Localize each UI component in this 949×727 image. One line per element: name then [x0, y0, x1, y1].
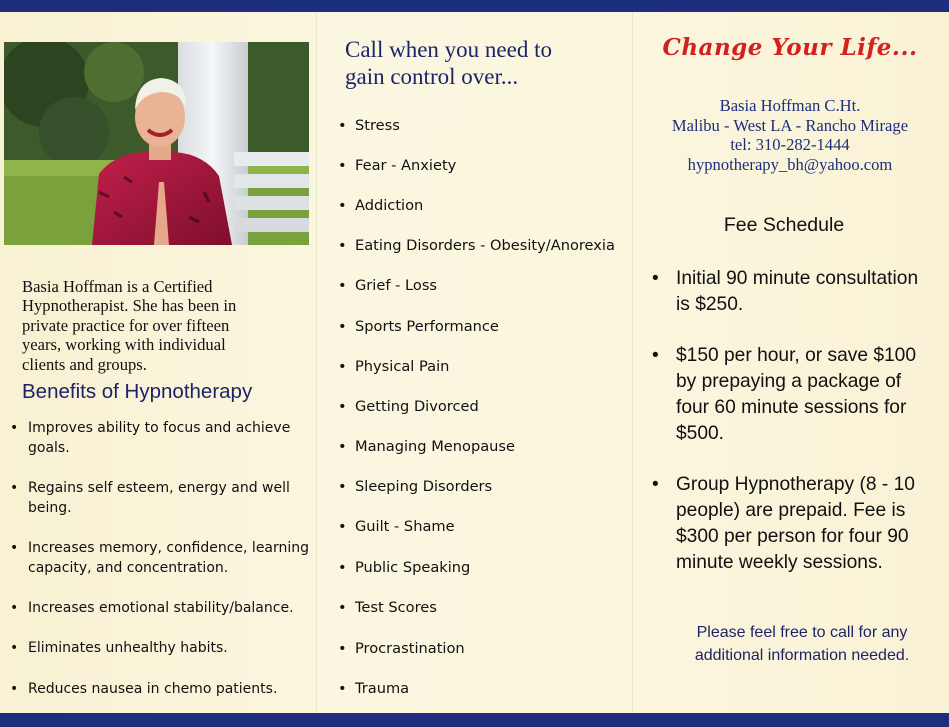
list-item: • Procrastination: [338, 640, 465, 657]
bullet-icon: •: [10, 600, 19, 616]
bullet-icon: •: [338, 599, 347, 616]
list-item: • Improves ability to focus and achieve goals.: [10, 420, 291, 456]
contact-phone: tel: 310-282-1444: [730, 135, 850, 154]
portrait-photo: [4, 42, 309, 245]
bullet-icon: •: [338, 518, 347, 535]
bullet-icon: •: [652, 474, 659, 495]
contact-name: Basia Hoffman C.Ht.: [719, 96, 861, 115]
list-item: • Trauma: [338, 680, 410, 697]
list-item: • Managing Menopause: [338, 438, 515, 455]
list-item: • Addiction: [338, 197, 424, 214]
list-item: • $150 per hour, or save $100 by prepaying a package of four 60 minute sessions for $500.: [652, 345, 917, 444]
bullet-icon: •: [652, 345, 659, 366]
list-item: • Physical Pain: [338, 358, 450, 375]
contact-block: [640, 96, 940, 174]
call-heading: Call when you need to gain control over...: [345, 37, 552, 89]
bullet-icon: •: [338, 277, 347, 294]
list-item: • Stress: [338, 117, 400, 134]
list-item: • Regains self esteem, energy and well being.: [10, 480, 290, 516]
bullet-icon: •: [10, 681, 19, 697]
bullet-icon: •: [10, 640, 19, 656]
bullet-icon: •: [338, 680, 347, 697]
panel-fold-left: [316, 12, 317, 713]
contact-email: hypnotherapy_bh@yahoo.com: [687, 154, 893, 174]
list-item: • Increases memory, confidence, learning capacity, and concentration.: [10, 540, 310, 576]
list-item: • Initial 90 minute consultation is $250.: [652, 268, 919, 315]
list-item: • Public Speaking: [338, 559, 471, 576]
bullet-icon: •: [338, 117, 347, 134]
list-item: • Eliminates unhealthy habits.: [10, 640, 228, 656]
bullet-icon: •: [338, 398, 347, 415]
panel-fold-right: [632, 12, 633, 713]
list-item: • Getting Divorced: [338, 398, 479, 415]
benefits-heading: Benefits of Hypnotherapy: [22, 380, 253, 403]
contact-locations: Malibu - West LA - Rancho Mirage: [671, 115, 909, 135]
bullet-icon: •: [338, 157, 347, 174]
list-item: • Eating Disorders - Obesity/Anorexia: [338, 237, 615, 254]
list-item: • Group Hypnotherapy (8 - 10 people) are prepaid. Fee is $300 per person for four 90 minute weekly sessions.: [652, 474, 915, 573]
list-item: • Fear - Anxiety: [338, 157, 457, 174]
bullet-icon: •: [338, 318, 347, 335]
list-item: • Sleeping Disorders: [338, 478, 493, 495]
bullet-icon: •: [338, 438, 347, 455]
top-border-bar: [0, 0, 949, 12]
list-item: • Test Scores: [338, 599, 437, 616]
list-item: • Grief - Loss: [338, 277, 438, 294]
bottom-border-bar: [0, 713, 949, 727]
bullet-icon: •: [338, 640, 347, 657]
bullet-icon: •: [652, 268, 659, 289]
tagline: Change Your Life...: [662, 34, 918, 61]
bio-paragraph: Basia Hoffman is a Certified Hypnotherapist. She has been in private practice for over fifteen years, working with individual clients and groups.: [22, 277, 237, 374]
fee-schedule-heading: Fee Schedule: [723, 214, 845, 236]
bullet-icon: •: [10, 480, 19, 496]
bullet-icon: •: [338, 559, 347, 576]
bullet-icon: •: [338, 237, 347, 254]
list-item: • Sports Performance: [338, 318, 499, 335]
list-item: • Reduces nausea in chemo patients.: [10, 681, 278, 697]
bullet-icon: •: [338, 197, 347, 214]
closing-note: Please feel free to call for any additional information needed.: [694, 624, 910, 664]
bullet-icon: •: [338, 478, 347, 495]
list-item: • Increases emotional stability/balance.: [10, 600, 294, 616]
bullet-icon: •: [338, 358, 347, 375]
bullet-icon: •: [10, 420, 19, 436]
bullet-icon: •: [10, 540, 19, 556]
list-item: • Guilt - Shame: [338, 518, 455, 535]
